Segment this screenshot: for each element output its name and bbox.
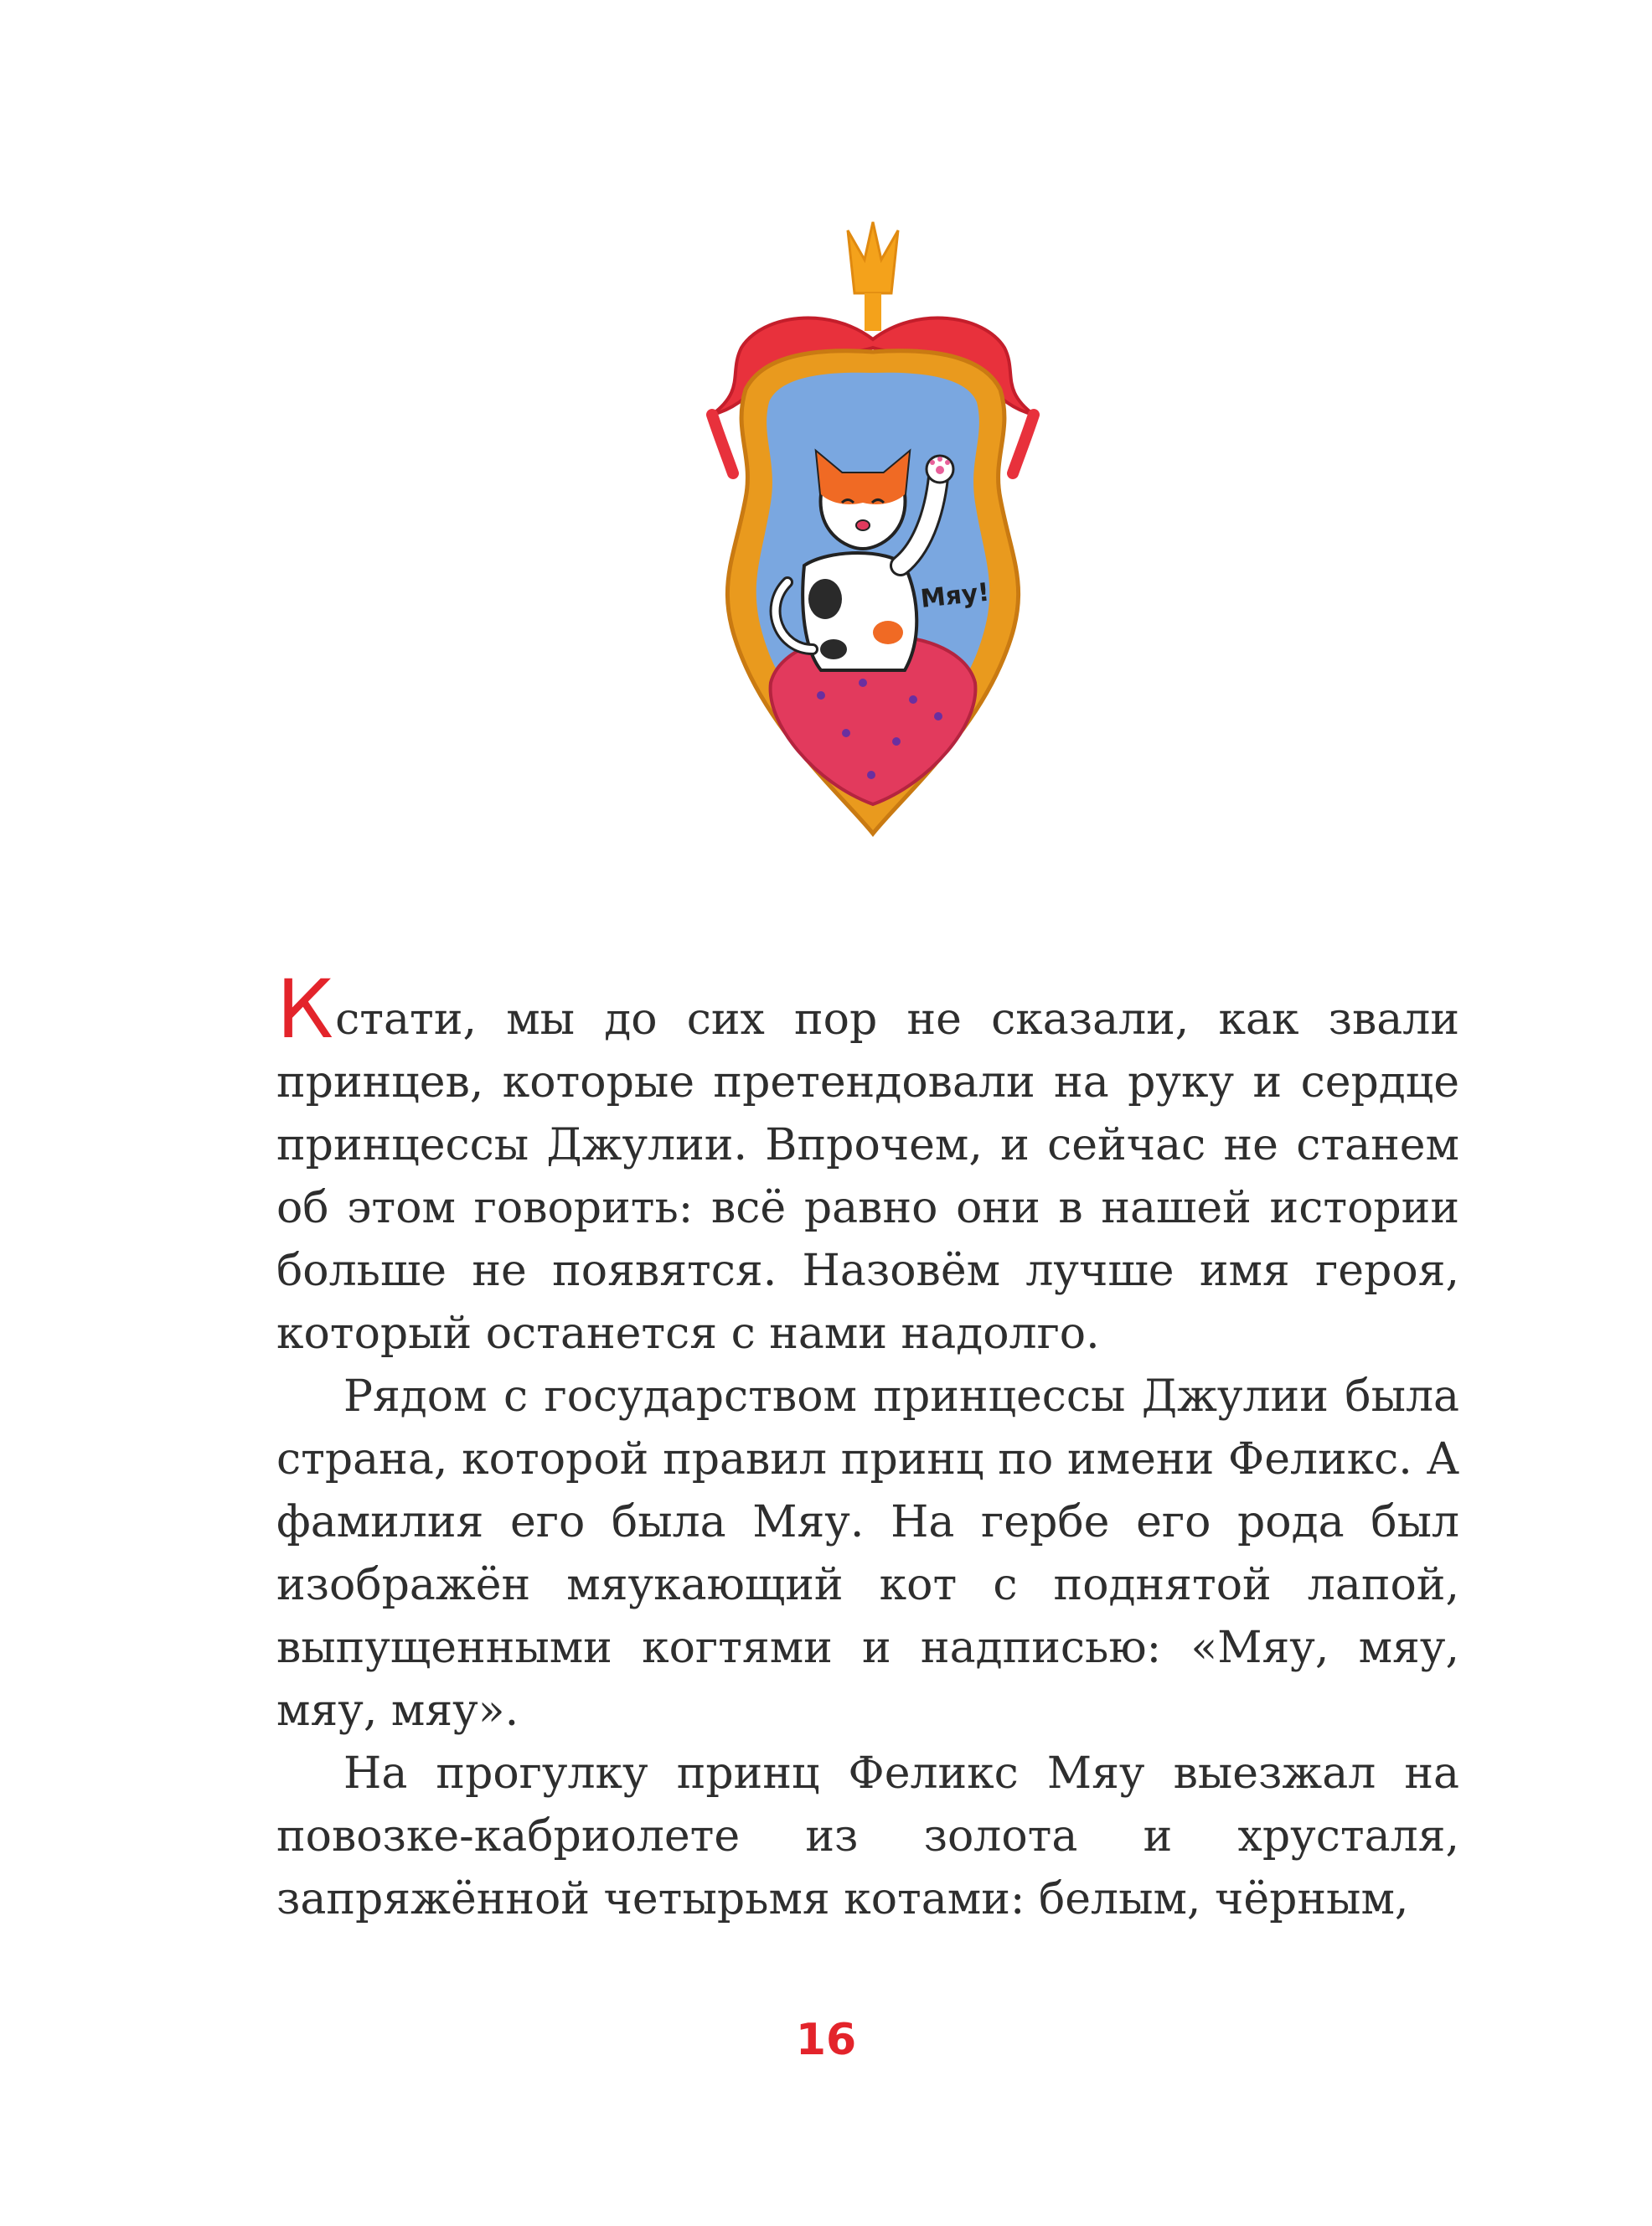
paragraph-1-body: стати, мы до сих пор не сказали, как звали принцев, которые претендовали на руку и сердце принцессы Джулии. Впрочем, и сейчас не станем об этом говорить: всё равно они в нашей истории больше не появятся. Назовём лучше имя героя, который останется с нами надолго. [276,994,1459,1359]
story-text [276,963,1459,1931]
paragraph-1 [276,963,1459,1366]
crown-icon [848,222,898,293]
page-number: 16 [795,2015,857,2065]
speech-label: Мяу! [919,577,991,614]
cat-coat-of-arms-illustration [653,214,1089,850]
cat-coat-of-arms-icon [653,214,1089,850]
paragraph-2: Рядом с государством принцессы Джулии была страна, которой правил принц по имени Феликс. А фамилия его была Мяу. На гербе его рода был изображён мяукающий кот с поднятой лапой, выпущенными когтями и надписью: «Мяу, мяу, мяу, мяу». [276,1371,1459,1736]
crown-stem [865,293,881,331]
paragraph-3: На прогулку принц Феликс Мяу выезжал на повозке-кабриолете из золота и хрусталя, запряжённой четырьмя котами: белым, чёрным, [276,1748,1459,1924]
drop-cap: К [276,963,334,1056]
